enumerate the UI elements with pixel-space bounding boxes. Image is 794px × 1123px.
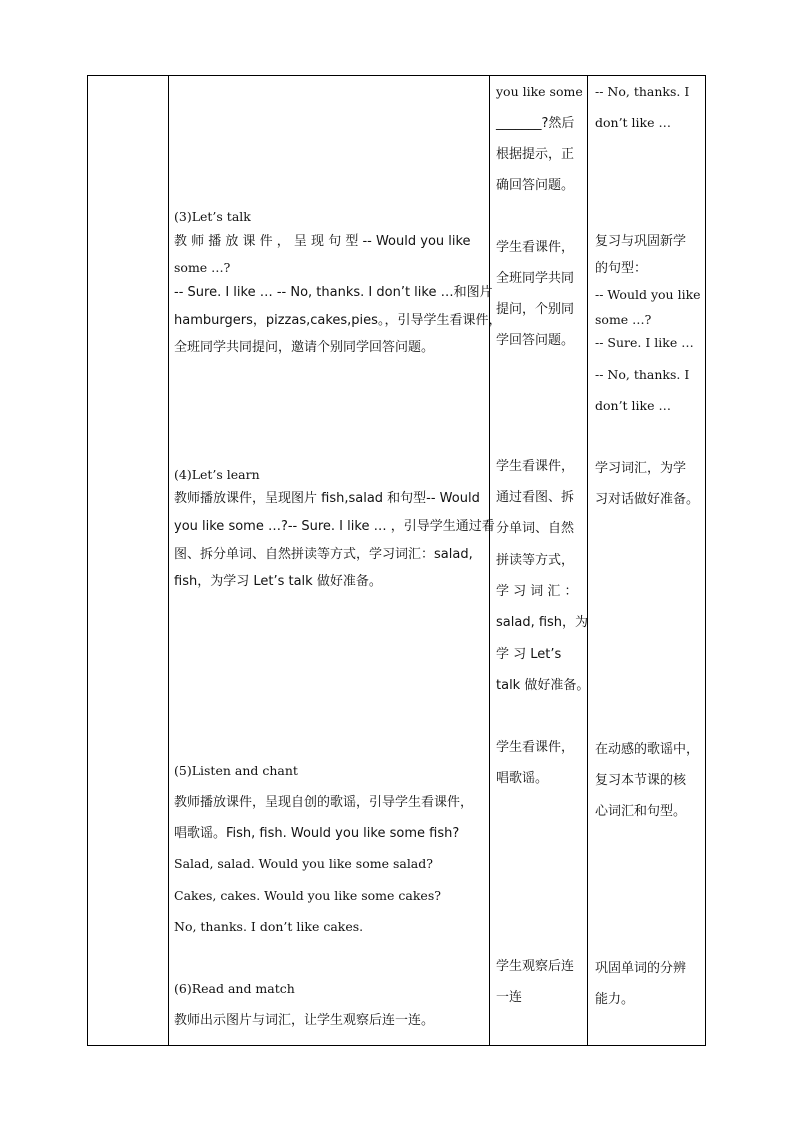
section-title-read-and-match: (6)Read and match (174, 981, 295, 996)
text-line: 能力。 (595, 992, 635, 1007)
text-line: 习对话做好准备。 (595, 492, 700, 507)
text-line: 教师播放课件，呈现自创的歌谣，引导学生看课件， (174, 795, 474, 810)
text-line: talk 做好准备。 (496, 678, 590, 693)
text-line: 通过看图、拆 (496, 490, 575, 505)
section-title-listen-and-chant: (5)Listen and chant (174, 763, 298, 778)
text-line: don’t like … (595, 398, 671, 413)
text-line: 学生看课件， (496, 459, 575, 474)
text-line: -- No, thanks. I (595, 367, 690, 382)
text-line: 图、拆分单词、自然拼读等方式，学习词汇：salad, (174, 547, 473, 562)
text-line: 学习词汇，为学 (595, 461, 687, 476)
text-line: 的句型： (595, 261, 648, 276)
text-line: 学生看课件， (496, 240, 575, 255)
text-line: 教 师 播 放 课 件 ， 呈 现 句 型 -- Would you like (174, 234, 471, 249)
text-line: No, thanks. I don’t like cakes. (174, 919, 364, 934)
text-line: -- No, thanks. I (595, 84, 690, 99)
text-line: Salad, salad. Would you like some salad? (174, 856, 433, 871)
text-line: 拼读等方式， (496, 553, 575, 568)
text-line: 心词汇和句型。 (595, 804, 687, 819)
text-line: -- Would you like (595, 287, 701, 302)
text-line: 全班同学共同 (496, 271, 575, 286)
text-line: hamburgers，pizzas,cakes,pies。，引导学生看课件， (174, 313, 502, 328)
text-line: salad, fish，为 (496, 615, 589, 630)
text-line: 根据提示，正 (496, 147, 575, 162)
text-line: 分单词、自然 (496, 521, 575, 536)
text-line: 学回答问题。 (496, 333, 575, 348)
text-line: 学 习 Let’s (496, 647, 562, 662)
text-line: 提问，个别同 (496, 302, 575, 317)
text-line: _______?然后 (496, 116, 575, 131)
column-divider (168, 76, 169, 1045)
text-line: some …? (174, 260, 231, 275)
text-line: 学 习 词 汇 ： (496, 584, 578, 599)
text-line: 唱歌谣。 (496, 771, 549, 786)
section-title-lets-talk: (3)Let’s talk (174, 209, 251, 224)
column-divider (587, 76, 588, 1045)
text-line: 学生观察后连 (496, 959, 575, 974)
text-line: you like some …?-- Sure. I like … ，引导学生通过看 (174, 519, 495, 534)
text-line: 唱歌谣。Fish, fish. Would you like some fish? (174, 826, 460, 841)
text-line: 学生看课件， (496, 740, 575, 755)
text-line: 在动感的歌谣中， (595, 742, 700, 757)
text-line: -- Sure. I like … (595, 335, 694, 350)
column-divider (489, 76, 490, 1045)
text-line: fish，为学习 Let’s talk 做好准备。 (174, 574, 382, 589)
text-line: 全班同学共同提问，邀请个别同学回答问题。 (174, 340, 435, 355)
text-line: 确回答问题。 (496, 178, 575, 193)
section-title-lets-learn: (4)Let’s learn (174, 467, 260, 482)
text-line: don’t like … (595, 115, 671, 130)
text-line: Cakes, cakes. Would you like some cakes? (174, 888, 441, 903)
text-line: 教师出示图片与词汇，让学生观察后连一连。 (174, 1013, 435, 1028)
text-line: 复习与巩固新学 (595, 234, 687, 249)
text-line: 一连 (496, 990, 523, 1005)
text-line: -- Sure. I like … -- No, thanks. I don’t like …和图片 (174, 285, 493, 300)
text-line: some …? (595, 312, 652, 327)
text-line: 复习本节课的核 (595, 773, 687, 788)
text-line: 教师播放课件，呈现图片 fish,salad 和句型-- Would (174, 491, 480, 506)
text-line: 巩固单词的分辨 (595, 961, 687, 976)
text-line: you like some (496, 84, 583, 99)
